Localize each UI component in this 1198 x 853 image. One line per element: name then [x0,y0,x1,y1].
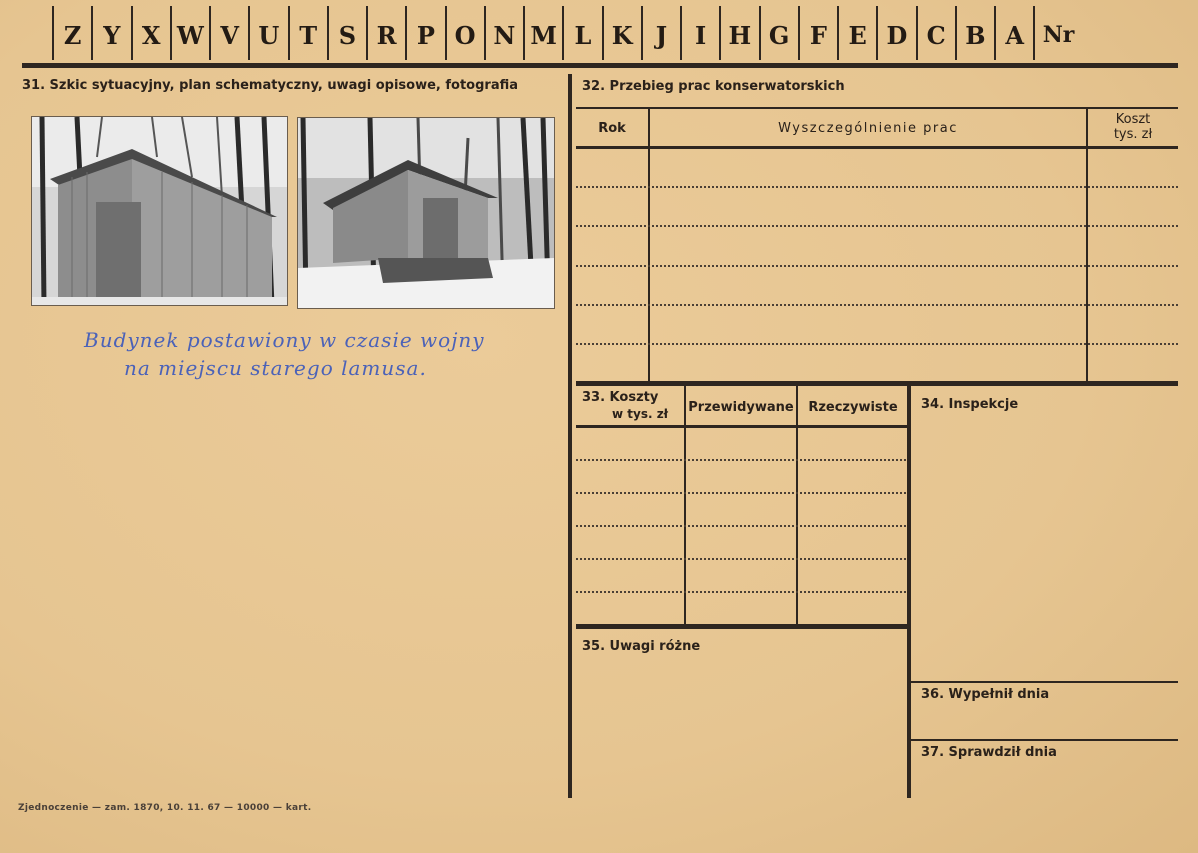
table-32-row-line [576,186,1178,188]
section-32-col-divider-1 [648,109,650,383]
index-letter-r: R [366,6,405,60]
section-33-title-line-2: w tys. zł [612,407,669,421]
index-letter-d: D [876,6,915,60]
section-34-title: 34. Inspekcje [921,397,1019,412]
index-letter-o: O [445,6,484,60]
index-letter-a: A [994,6,1033,60]
index-letter-y: Y [91,6,130,60]
section-33-col-divider-1 [684,386,686,626]
section-32-title: 32. Przebieg prac konserwatorskich [582,79,845,94]
table-32-row-line [576,343,1178,345]
main-vertical-divider [568,74,572,798]
index-letter-m: M [523,6,562,60]
index-letter-f: F [798,6,837,60]
index-letter-b: B [955,6,994,60]
index-letter-u: U [248,6,287,60]
section-35-title: 35. Uwagi różne [582,639,701,654]
index-letter-i: I [680,6,719,60]
section-32-bottom-rule [576,381,1178,386]
index-letter-v: V [209,6,248,60]
table-33-row-line [576,492,906,494]
photo-shed-left [31,116,288,306]
column-header-koszt-line-2: tys. zł [1113,127,1153,142]
index-letter-s: S [327,6,366,60]
index-letter-h: H [719,6,758,60]
print-footer: Zjednoczenie — zam. 1870, 10. 11. 67 — 10000 — kart. [18,803,312,813]
table-32-row-line [576,225,1178,227]
index-letter-nr: Nr [1033,6,1082,60]
section-37-title: 37. Sprawdził dnia [921,745,1057,760]
column-header-koszt-line-1: Koszt [1115,112,1151,127]
table-33-row-line [576,591,906,593]
section-33-header-bottom [576,425,908,428]
table-32-row-line [576,304,1178,306]
index-letter-x: X [131,6,170,60]
column-header-rzeczywiste: Rzeczywiste [808,400,898,415]
section-33-title-line-1: 33. Koszty [582,390,659,405]
section-33-col-divider-2 [796,386,798,626]
handwritten-note-line-2: na miejscu starego lamusa. [124,356,427,380]
index-letter-g: G [759,6,798,60]
section-37-top-rule [911,739,1178,741]
index-letter-e: E [837,6,876,60]
index-letter-l: L [562,6,601,60]
section-32-col-divider-2 [1086,109,1088,383]
index-letter-p: P [405,6,444,60]
top-rule [22,63,1178,68]
table-33-row-line [576,525,906,527]
index-letter-k: K [602,6,641,60]
index-letter-z: Z [52,6,91,60]
column-header-wyszczegolnienie: Wyszczególnienie prac [778,121,958,136]
section-31-title: 31. Szkic sytuacyjny, plan schematyczny, uwagi opisowe, fotografia [22,78,518,93]
section-36-top-rule [911,681,1178,683]
index-letter-j: J [641,6,680,60]
index-letter-row [52,6,1082,60]
index-letter-c: C [916,6,955,60]
section-36-title: 36. Wypełnił dnia [921,687,1050,702]
section-33-right-border [907,386,911,798]
index-letter-w: W [170,6,209,60]
table-33-row-line [576,558,906,560]
table-32-row-line [576,265,1178,267]
table-33-row-line [576,459,906,461]
index-letter-n: N [484,6,523,60]
column-header-rok: Rok [598,121,626,136]
section-33-bottom-rule [576,624,910,629]
handwritten-note-line-1: Budynek postawiony w czasie wojny [84,328,485,352]
index-letter-t: T [288,6,327,60]
photo-shed-right [297,117,555,309]
column-header-przewidywane: Przewidywane [688,400,794,415]
